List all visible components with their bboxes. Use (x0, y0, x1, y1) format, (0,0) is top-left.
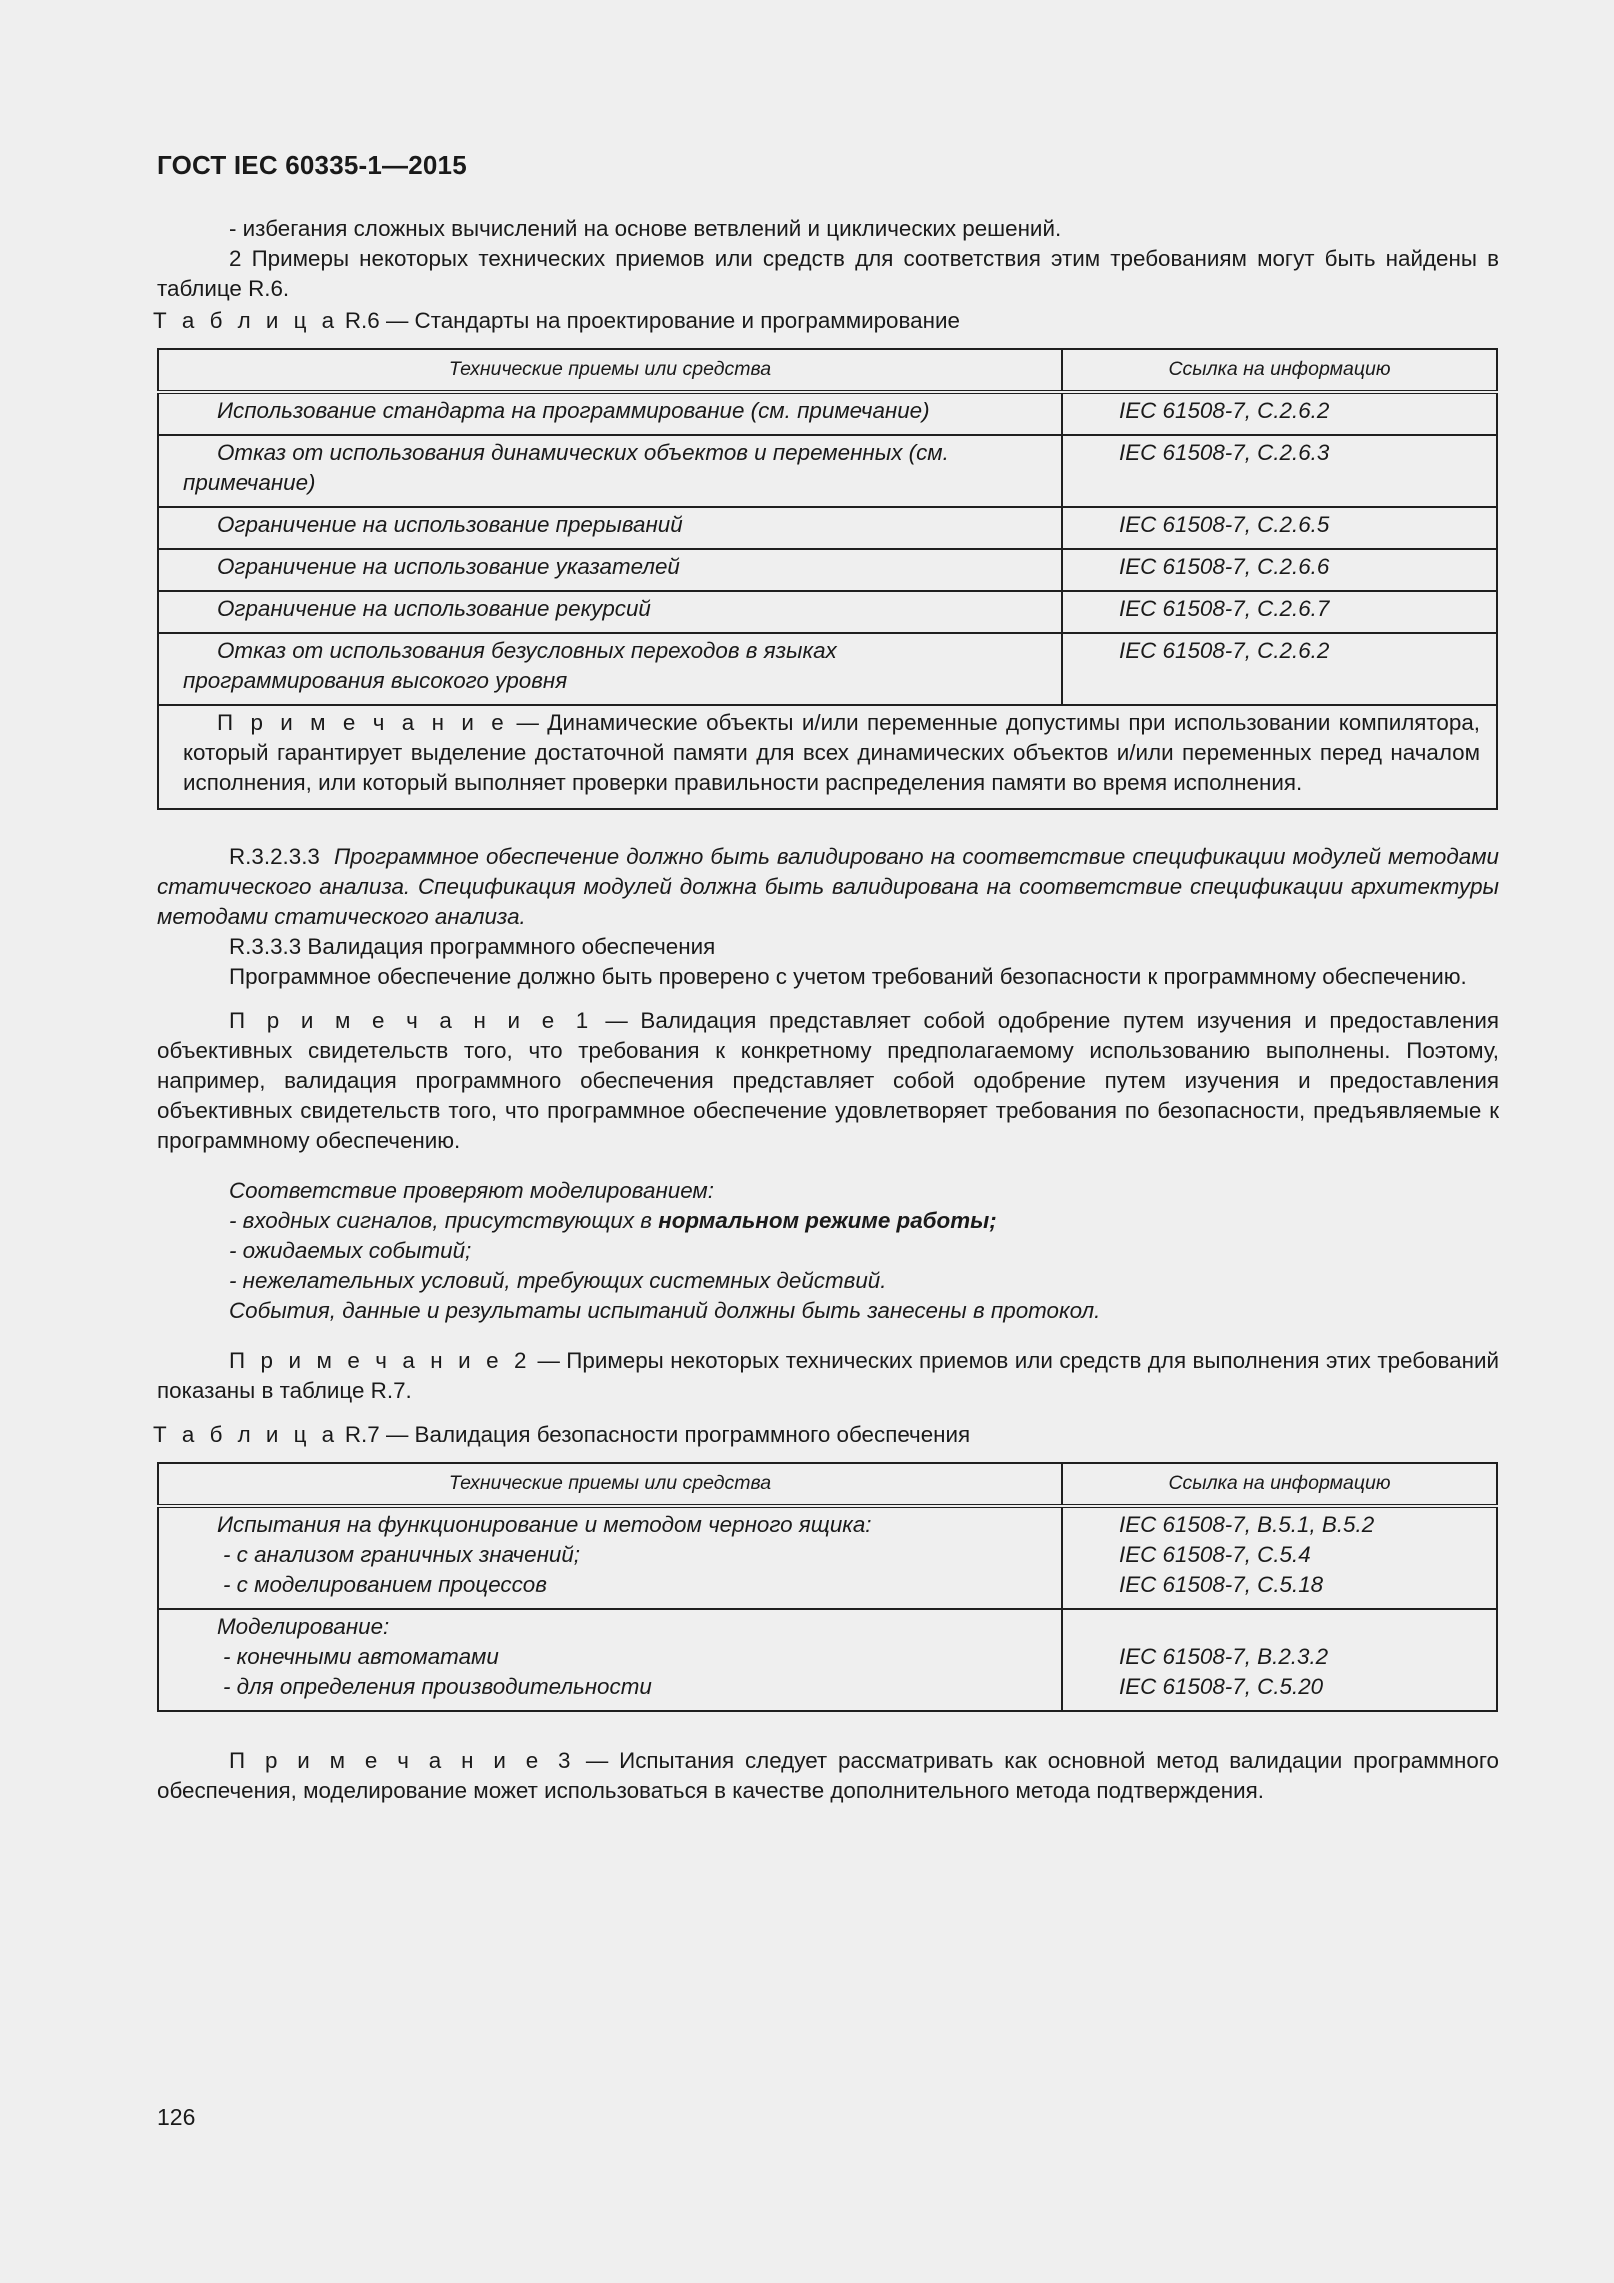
group-item: - конечными автоматами (223, 1644, 499, 1669)
technique-cell: Ограничение на использование указателей (158, 549, 1062, 591)
table-row (158, 1609, 1497, 1711)
reference-cell: IEC 61508-7, C.2.6.2 (1062, 633, 1497, 705)
table-row (158, 633, 1497, 705)
note-2-text: — Примеры некоторых технических приемов или средств для выполнения этих требований показаны в таблице R.7. (157, 1348, 1499, 1403)
note-3-label: П р и м е ч а н и е 3 (229, 1748, 575, 1773)
technique-cell: Ограничение на использование прерываний (158, 507, 1062, 549)
table-r6-note (158, 705, 1497, 809)
reference-line: IEC 61508-7, C.5.4 (1119, 1542, 1311, 1567)
technique-cell (158, 1506, 1062, 1609)
compliance-item (157, 1206, 1499, 1236)
page-number: 126 (157, 2104, 196, 2130)
reference-line: IEC 61508-7, C.5.20 (1119, 1674, 1324, 1699)
table-r6-header-row (158, 349, 1497, 392)
table-r7 (157, 1462, 1498, 1712)
table-r7-header-row (158, 1463, 1497, 1506)
table-r6-col-reference: Ссылка на информацию (1062, 349, 1497, 392)
table-r7-caption (153, 1420, 1499, 1450)
note-text: — Динамические объекты и/или переменные допустимы при использовании компилятора, который гарантирует выделение достаточной памяти для всех динамических объектов и/или переменных перед началом исполнения, или который выполняет проверки правильности распределения памяти во время исполнения. (183, 710, 1480, 795)
technique-cell (158, 1609, 1062, 1711)
compliance-item: - нежелательных условий, требующих системных действий. (229, 1268, 887, 1293)
section-r333-text: Программное обеспечение должно быть проверено с учетом требований безопасности к программному обеспечению. (229, 964, 1467, 989)
reference-cell: IEC 61508-7, C.2.6.5 (1062, 507, 1497, 549)
compliance-item-text: - входных сигналов, присутствующих в (229, 1208, 659, 1233)
table-r6-caption (153, 306, 1499, 336)
table-r6 (157, 348, 1498, 810)
compliance-intro: Соответствие проверяют моделированием: (229, 1178, 714, 1203)
section-r333-heading: R.3.3.3 Валидация программного обеспечения (229, 934, 716, 959)
table-row (158, 435, 1497, 507)
table-r6-col-technique: Технические приемы или средства (158, 349, 1062, 392)
intro-bullet: - избегания сложных вычислений на основе ветвлений и циклических решений. (229, 216, 1062, 241)
compliance-item: - ожидаемых событий; (229, 1238, 472, 1263)
document-page (153, 0, 1499, 2283)
note-1-label: П р и м е ч а н и е 1 (229, 1008, 593, 1033)
section-r3233 (157, 842, 1499, 932)
technique-cell: Отказ от использования безусловных переходов в языках программирования высокого уровня (158, 633, 1062, 705)
section-r3233-text: Программное обеспечение должно быть валидировано на соответствие спецификации модулей методами статического анализа. Спецификация модулей должна быть валидирована на соответствие спецификации архитектуры методами статического анализа. (157, 844, 1499, 929)
reference-line: IEC 61508-7, B.5.1, B.5.2 (1119, 1512, 1375, 1537)
technique-cell: Использование стандарта на программирование (см. примечание) (158, 392, 1062, 435)
compliance-item-bold: нормальном режиме работы; (658, 1208, 997, 1233)
standard-title: ГОСТ IEC 60335-1—2015 (157, 150, 467, 180)
compliance-outro: События, данные и результаты испытаний должны быть занесены в протокол. (229, 1298, 1101, 1323)
table-r7-col-reference: Ссылка на информацию (1062, 1463, 1497, 1506)
reference-cell: IEC 61508-7, C.2.6.6 (1062, 549, 1497, 591)
note-label: П р и м е ч а н и е (217, 710, 509, 735)
reference-cell: IEC 61508-7, C.2.6.3 (1062, 435, 1497, 507)
table-r6-caption-text: R.6 — Стандарты на проектирование и программирование (344, 308, 960, 333)
group-title: Моделирование: (217, 1614, 390, 1639)
group-item: - для определения производительности (223, 1674, 652, 1699)
table-row (158, 392, 1497, 435)
note-2 (157, 1346, 1499, 1406)
group-item: - с моделированием процессов (223, 1572, 547, 1597)
reference-cell (1062, 1506, 1497, 1609)
table-r6-caption-label: Т а б л и ц а (153, 308, 339, 333)
table-r7-caption-label: Т а б л и ц а (153, 1422, 339, 1447)
reference-cell: IEC 61508-7, C.2.6.7 (1062, 591, 1497, 633)
table-row (158, 507, 1497, 549)
note-3-text: — Испытания следует рассматривать как основной метод валидации программного обеспечения, моделирование может использоваться в качестве дополнительного метода подтверждения. (157, 1748, 1499, 1803)
note-2-label: П р и м е ч а н и е 2 (229, 1348, 531, 1373)
intro-note-2: 2 Примеры некоторых технических приемов или средств для соответствия этим требованиям могут быть найдены в таблице R.6. (157, 246, 1499, 301)
reference-cell: IEC 61508-7, C.2.6.2 (1062, 392, 1497, 435)
table-row (158, 591, 1497, 633)
technique-cell: Отказ от использования динамических объектов и переменных (см. примечание) (158, 435, 1062, 507)
table-r7-col-technique: Технические приемы или средства (158, 1463, 1062, 1506)
reference-line: IEC 61508-7, B.2.3.2 (1119, 1644, 1329, 1669)
table-row (158, 1506, 1497, 1609)
table-r7-caption-text: R.7 — Валидация безопасности программного обеспечения (344, 1422, 971, 1447)
technique-cell: Ограничение на использование рекурсий (158, 591, 1062, 633)
note-1-text: — Валидация представляет собой одобрение путем изучения и предоставления объективных свидетельств того, что требования к конкретному предполагаемому использованию выполнены. Поэтому, например, валидация программного обеспечения представляет собой одобрение путем изучения и предоставления объективных свидетельств того, что программное обеспечение удовлетворяет требования по безопасности, предъявляемые к программному обеспечению. (157, 1008, 1499, 1153)
reference-cell (1062, 1609, 1497, 1711)
section-r3233-number: R.3.2.3.3 (229, 844, 320, 869)
compliance-block (157, 1176, 1499, 1326)
table-row (158, 549, 1497, 591)
content-flow (153, 214, 1499, 1806)
table-r6-note-row (158, 705, 1497, 809)
note-3 (157, 1746, 1499, 1806)
group-item: - с анализом граничных значений; (223, 1542, 581, 1567)
note-1 (157, 1006, 1499, 1156)
reference-line: IEC 61508-7, C.5.18 (1119, 1572, 1324, 1597)
group-title: Испытания на функционирование и методом черного ящика: (217, 1512, 872, 1537)
